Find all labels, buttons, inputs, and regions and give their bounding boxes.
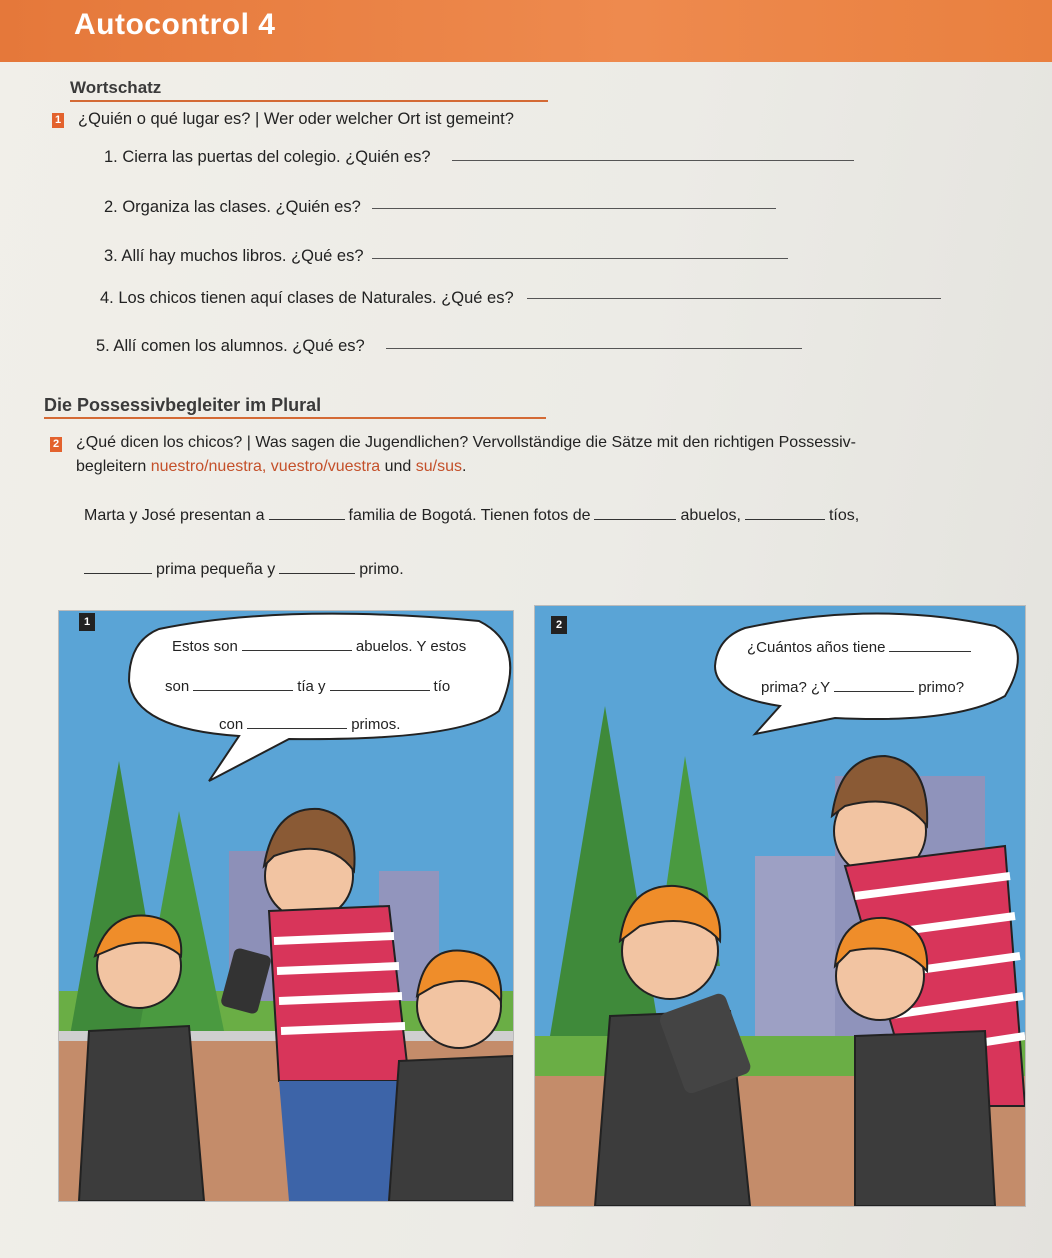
answer-line-1[interactable]: [452, 160, 854, 161]
bubble-line-2: son tía y tío: [165, 678, 451, 695]
bubble-line-2: prima? ¿Y primo?: [761, 679, 965, 696]
blank-field[interactable]: [594, 518, 676, 520]
answer-line-5[interactable]: [386, 348, 802, 349]
blank-field[interactable]: [269, 518, 345, 520]
question-item-3: 3. Allí hay muchos libros. ¿Qué es?: [104, 247, 364, 265]
exercise-number-badge: 1: [52, 113, 64, 128]
answer-line-4[interactable]: [527, 298, 941, 299]
cloze-sentence-2: prima pequeña y primo.: [84, 561, 404, 579]
blank-field[interactable]: [279, 572, 355, 574]
blank-field[interactable]: [84, 572, 152, 574]
question-item-1: 1. Cierra las puertas del colegio. ¿Quién es?: [104, 148, 431, 166]
panel-number-1: 1: [79, 613, 95, 631]
blank-field[interactable]: [745, 518, 825, 520]
answer-line-3[interactable]: [372, 258, 788, 259]
blank-field[interactable]: [889, 650, 971, 652]
bubble-line-1: ¿Cuántos años tiene: [747, 639, 975, 656]
exercise-instruction: ¿Qué dicen los chicos? | Was sagen die Jugendlichen? Vervollständige die Sätze mit den richtigen Possessiv-: [76, 434, 856, 451]
section-rule: [44, 417, 546, 419]
exercise-instruction-line2: begleitern nuestro/nuestra, vuestro/vuestra und su/sus.: [76, 458, 467, 475]
blank-field[interactable]: [193, 689, 293, 691]
blank-field[interactable]: [834, 690, 914, 692]
question-item-4: 4. Los chicos tienen aquí clases de Naturales. ¿Qué es?: [100, 289, 514, 307]
answer-line-2[interactable]: [372, 208, 776, 209]
section-heading-wortschatz: Wortschatz: [70, 78, 162, 97]
cloze-sentence-1: Marta y José presentan a familia de Bogotá. Tienen fotos de abuelos, tíos,: [84, 507, 860, 524]
question-item-2: 2. Organiza las clases. ¿Quién es?: [104, 198, 361, 216]
blank-field[interactable]: [247, 727, 347, 729]
comic-panel-1: [58, 610, 514, 1202]
bubble-line-3: con primos.: [219, 716, 401, 733]
page-title: Autocontrol 4: [74, 8, 276, 41]
section-rule: [70, 100, 548, 102]
bubble-line-1: Estos son abuelos. Y estos: [172, 638, 467, 655]
exercise-number-badge: 2: [50, 437, 62, 452]
blank-field[interactable]: [330, 689, 430, 691]
comic-illustration-1: [59, 611, 513, 1201]
section-heading-possessive: Die Possessivbegleiter im Plural: [44, 395, 322, 415]
exercise-instruction: ¿Quién o qué lugar es? | Wer oder welcher Ort ist gemeint?: [78, 110, 514, 128]
question-item-5: 5. Allí comen los alumnos. ¿Qué es?: [96, 337, 365, 355]
blank-field[interactable]: [242, 649, 352, 651]
panel-number-2: 2: [551, 616, 567, 634]
comic-illustration-2: [535, 606, 1025, 1206]
comic-panel-2: [534, 605, 1026, 1207]
